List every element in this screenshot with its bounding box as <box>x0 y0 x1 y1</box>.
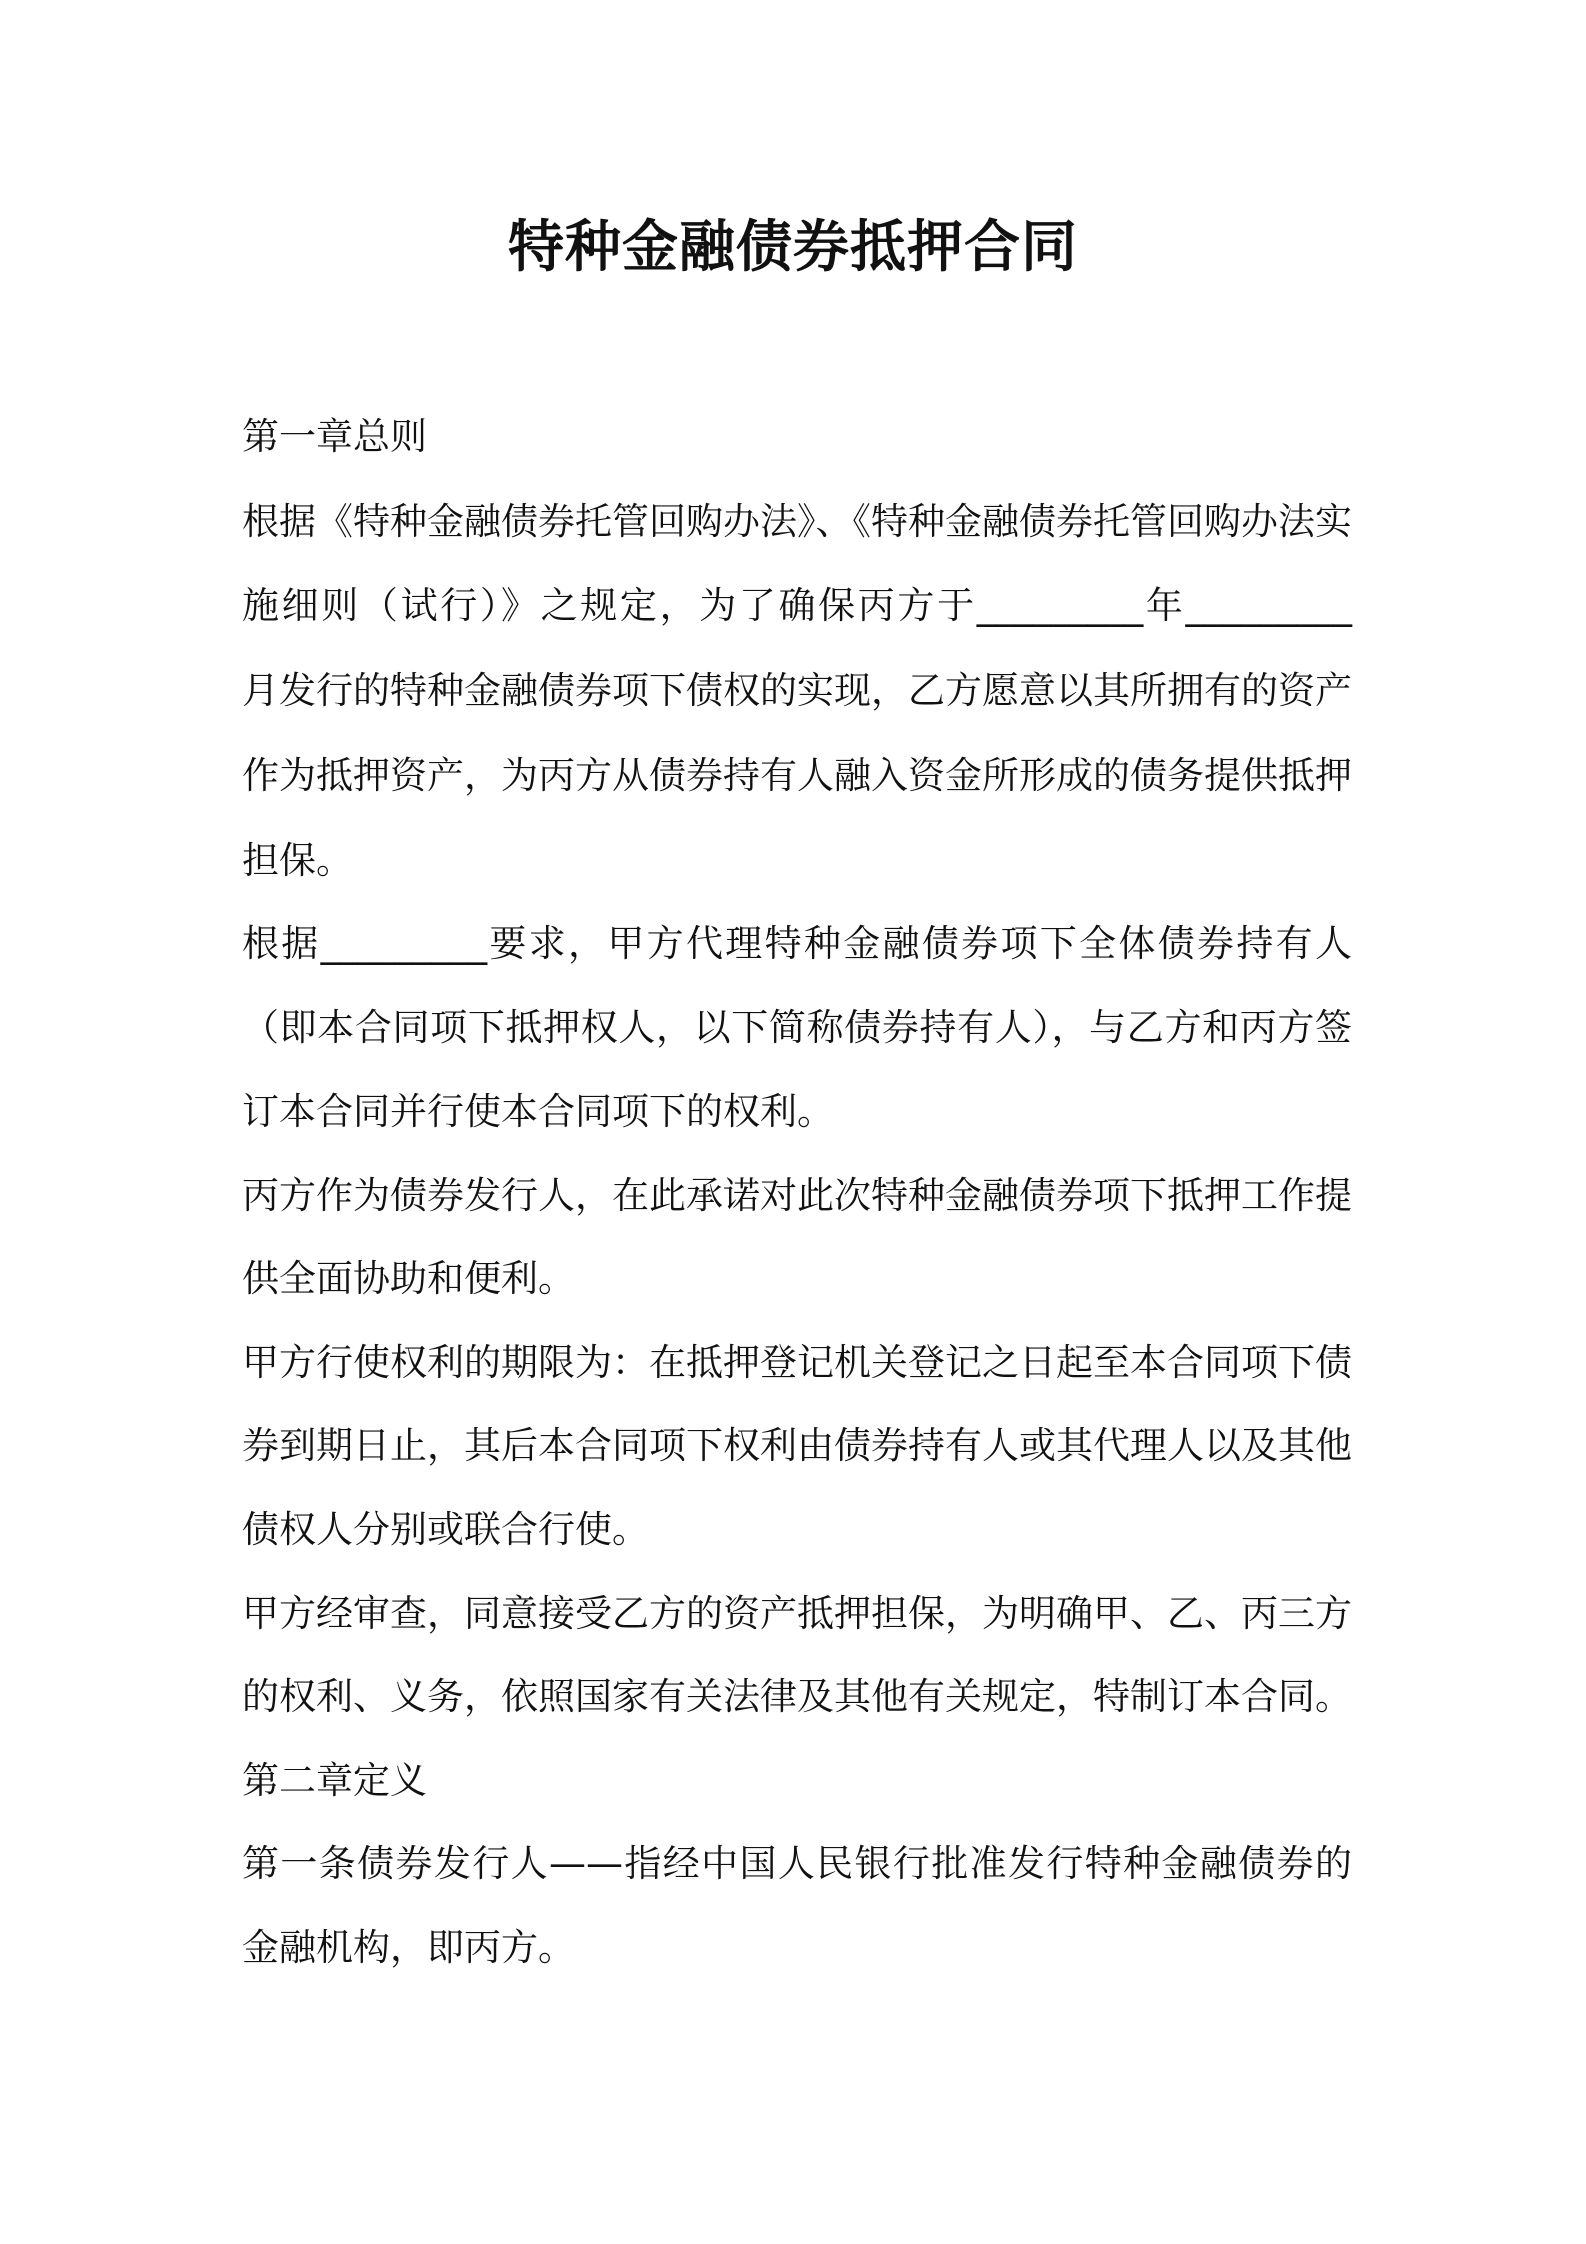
body-line: 金融机构，即丙方。 <box>242 1926 575 1969</box>
body-line: 的权利、义务，依照国家有关法律及其他有关规定，特制订本合同。 <box>242 1675 1352 1718</box>
body-line: 券到期日止，其后本合同项下权利由债券持有人或其代理人以及其他 <box>242 1424 1352 1467</box>
body-line: 根据《特种金融债券托管回购办法》、《特种金融债券托管回购办法实 <box>242 500 1352 543</box>
chapter-heading-general: 第一章总则 <box>242 415 427 458</box>
body-line: 甲方经审查，同意接受乙方的资产抵押担保，为明确甲、乙、丙三方 <box>242 1592 1352 1635</box>
body-line: 月发行的特种金融债券项下债权的实现，乙方愿意以其所拥有的资产 <box>242 669 1352 712</box>
body-line: 第一条债券发行人——指经中国人民银行批准发行特种金融债券的 <box>242 1842 1352 1885</box>
body-line: （即本合同项下抵押权人，以下简称债券持有人），与乙方和丙方签 <box>242 1006 1352 1049</box>
body-line: 作为抵押资产，为丙方从债券持有人融入资金所形成的债务提供抵押 <box>242 754 1352 797</box>
body-line: 根据_________要求，甲方代理特种金融债券项下全体债券持有人 <box>242 922 1352 965</box>
body-line: 施细则（试行）》之规定，为了确保丙方于_________年_________ <box>242 584 1352 627</box>
body-line: 甲方行使权利的期限为：在抵押登记机关登记之日起至本合同项下债 <box>242 1341 1352 1384</box>
body-line: 丙方作为债券发行人，在此承诺对此次特种金融债券项下抵押工作提 <box>242 1174 1352 1217</box>
body-line: 订本合同并行使本合同项下的权利。 <box>242 1090 834 1133</box>
document-title: 特种金融债券抵押合同 <box>508 215 1078 280</box>
body-line: 债权人分别或联合行使。 <box>242 1508 649 1551</box>
body-line: 担保。 <box>242 839 353 882</box>
body-line: 供全面协助和便利。 <box>242 1257 575 1300</box>
chapter-heading-definitions: 第二章定义 <box>242 1759 427 1802</box>
